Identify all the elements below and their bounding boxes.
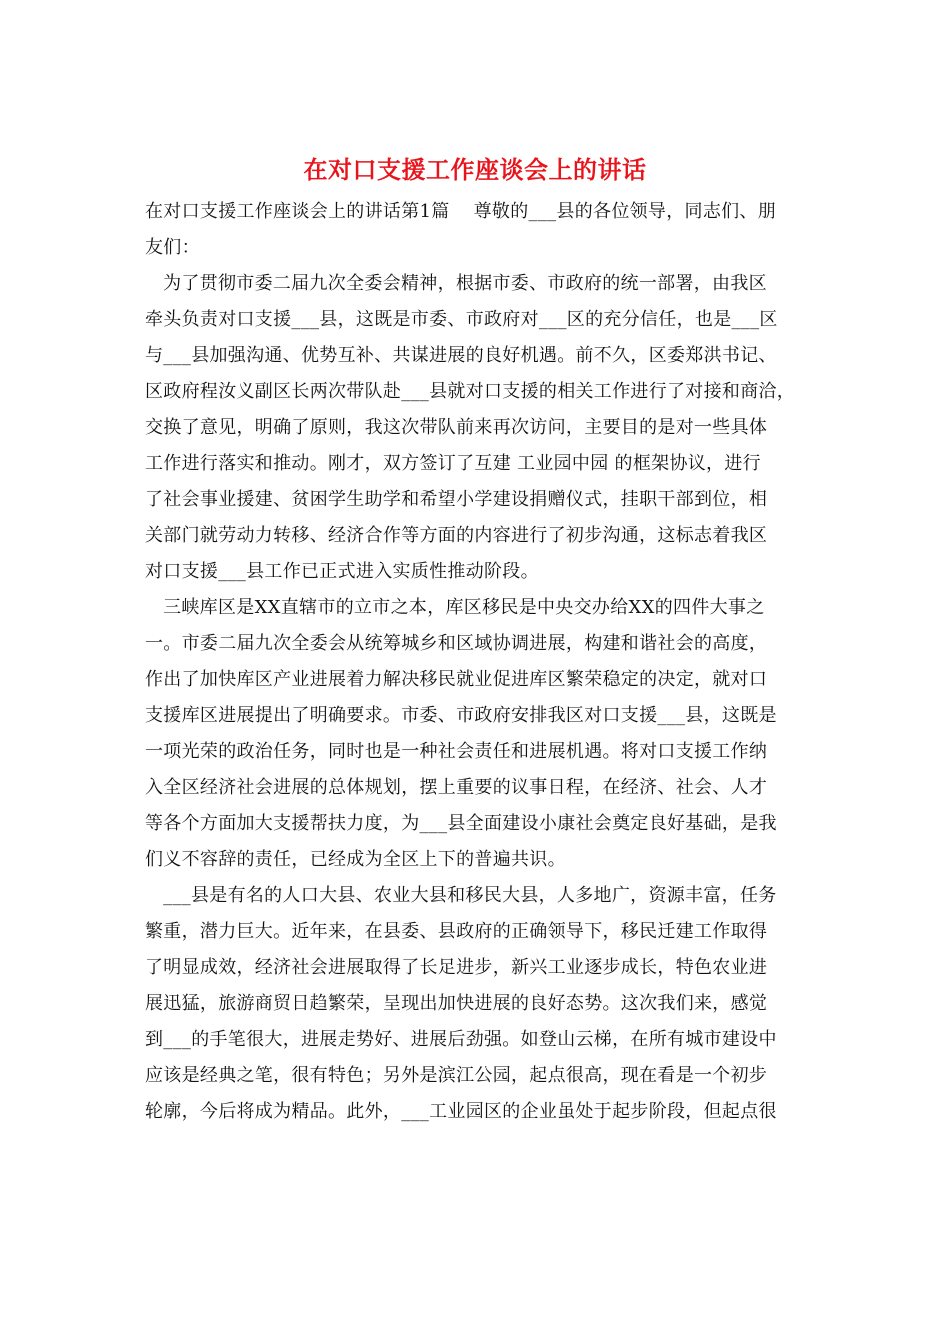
body-line: 轮廓，今后将成为精品。此外，___工业园区的企业虽处于起步阶段，但起点很 bbox=[145, 1101, 777, 1122]
body-line: 入全区经济社会进展的总体规划，摆上重要的议事日程，在经济、社会、人才 bbox=[145, 777, 768, 798]
body-line: 牵头负责对口支援___县，这既是市委、市政府对___区的充分信任，也是___区 bbox=[145, 309, 778, 330]
body-line: 应该是经典之笔，很有特色；另外是滨江公园，起点很高，现在看是一个初步 bbox=[145, 1065, 768, 1086]
body-line: 在对口支援工作座谈会上的讲话第1篇 尊敬的___县的各位领导，同志们、朋 bbox=[145, 201, 777, 222]
body-line: 作出了加快库区产业进展着力解决移民就业促进库区繁荣稳定的决定，就对口 bbox=[145, 669, 768, 690]
body-line: ___县是有名的人口大县、农业大县和移民大县，人多地广，资源丰富，任务 bbox=[145, 885, 777, 906]
body-line: 对口支援___县工作已正式进入实质性推动阶段。 bbox=[145, 561, 539, 582]
body-line: 三峡库区是XX直辖市的立市之本，库区移民是中央交办给XX的四件大事之 bbox=[145, 597, 765, 618]
body-line: 了明显成效，经济社会进展取得了长足进步，新兴工业逐步成长，特色农业进 bbox=[145, 957, 768, 978]
body-line: 关部门就劳动力转移、经济合作等方面的内容进行了初步沟通，这标志着我区 bbox=[145, 525, 768, 546]
body-line: 一项光荣的政治任务，同时也是一种社会责任和进展机遇。将对口支援工作纳 bbox=[145, 741, 768, 762]
document-title: 在对口支援工作座谈会上的讲话 bbox=[303, 155, 647, 184]
body-line: 到___的手笔很大，进展走势好、进展后劲强。如登山云梯，在所有城市建设中 bbox=[145, 1029, 777, 1050]
body-line: 了社会事业援建、贫困学生助学和希望小学建设捐赠仪式，挂职干部到位，相 bbox=[145, 489, 768, 510]
body-line: 一。市委二届九次全委会从统筹城乡和区域协调进展，构建和谐社会的高度， bbox=[145, 633, 768, 654]
body-line: 工作进行落实和推动。刚才，双方签订了互建 工业园中园 的框架协议，进行 bbox=[145, 453, 761, 474]
body-line: 友们： bbox=[145, 237, 200, 258]
body-line: 与___县加强沟通、优势互补、共谋进展的良好机遇。前不久，区委郑洪书记、 bbox=[145, 345, 777, 366]
body-line: 等各个方面加大支援帮扶力度，为___县全面建设小康社会奠定良好基础，是我 bbox=[145, 813, 777, 834]
body-line: 们义不容辞的责任，已经成为全区上下的普遍共识。 bbox=[145, 849, 566, 870]
body-line: 繁重，潜力巨大。近年来，在县委、县政府的正确领导下，移民迁建工作取得 bbox=[145, 921, 768, 942]
body-line: 展迅猛，旅游商贸日趋繁荣，呈现出加快进展的良好态势。这次我们来，感觉 bbox=[145, 993, 768, 1014]
body-line: 为了贯彻市委二届九次全委会精神，根据市委、市政府的统一部署，由我区 bbox=[145, 273, 767, 294]
body-line: 支援库区进展提出了明确要求。市委、市政府安排我区对口支援___县，这既是 bbox=[145, 705, 777, 726]
body-line: 交换了意见，明确了原则，我这次带队前来再次访问，主要目的是对一些具体 bbox=[145, 417, 768, 438]
body-line: 区政府程汝义副区长两次带队赴___县就对口支援的相关工作进行了对接和商洽， bbox=[145, 381, 796, 402]
